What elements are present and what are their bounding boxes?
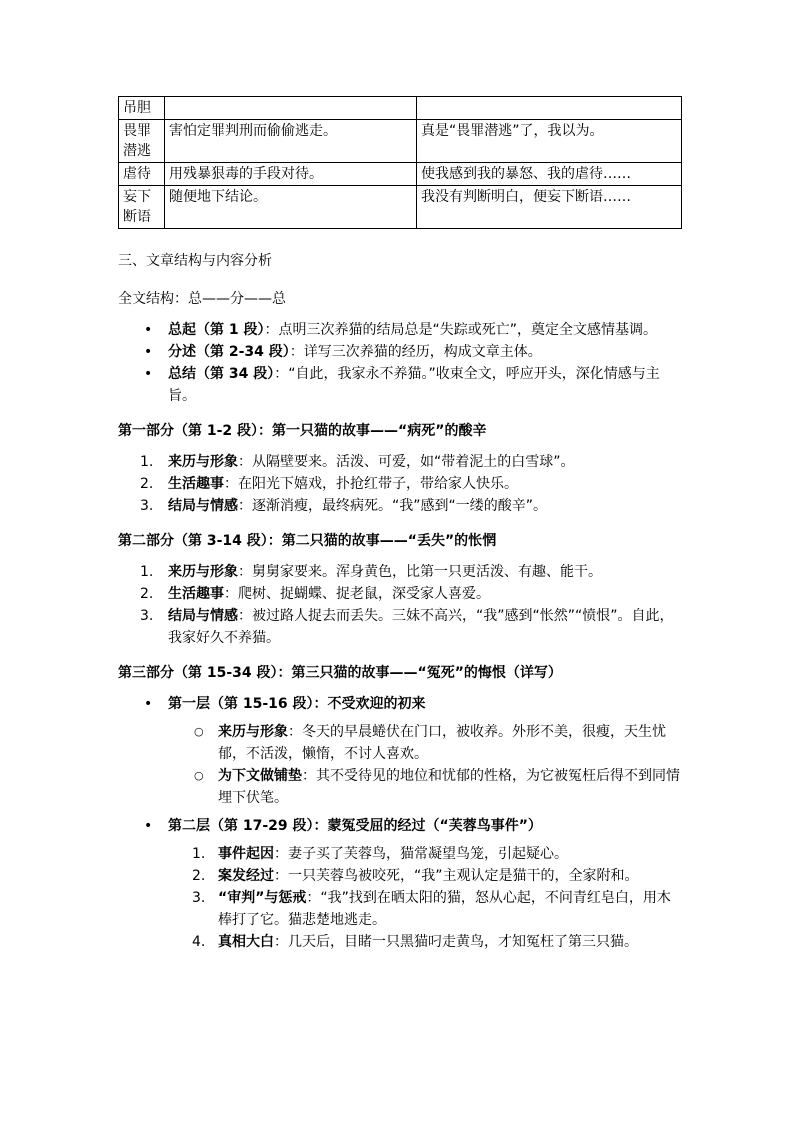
layer-title: 第二层（第 17-29 段）：蒙冤受屈的经过（“芙蓉鸟事件”） (168, 818, 542, 834)
item-text: ：几天后，目睹一只黑猫叼走黄鸟，才知冤枉了第三只猫。 (274, 934, 638, 950)
bullet-icon: • (144, 818, 153, 834)
example-cell: 真是“畏罪潜逃”了，我以为。 (417, 120, 682, 163)
list-item: 3. 结局与情感：逐渐消瘦，最终病死。“我”感到“一缕的酸辛”。 (140, 498, 548, 514)
structure-line: 全文结构：总——分——总 (118, 291, 286, 307)
term-cell: 虐待 (119, 163, 165, 186)
item-heading: 分述（第 2-34 段） (168, 344, 290, 360)
list-item: 4. 真相大白：几天后，目睹一只黑猫叼走黄鸟，才知冤枉了第三只猫。 (192, 934, 638, 950)
item-text: ：爬树、捉蝴蝶、捉老鼠，深受家人喜爱。 (224, 586, 490, 602)
item-heading: 来历与形象 (168, 564, 238, 580)
item-text: ：在阳光下嬉戏，扑抢红带子，带给家人快乐。 (224, 476, 518, 492)
item-heading: 事件起因 (218, 846, 274, 862)
bullet-icon: • (144, 696, 153, 712)
item-heading: 总起（第 1 段） (168, 322, 265, 338)
item-text: ：舅舅家要来。浑身黄色，比第一只更活泼、有趣、能干。 (238, 564, 602, 580)
meaning-cell: 用残暴狠毒的手段对待。 (165, 163, 417, 186)
example-cell: 使我感到我的暴怒、我的虐待…… (417, 163, 682, 186)
meaning-cell (165, 97, 417, 120)
item-text: ：从隔壁要来。活泼、可爱，如“带着泥土的白雪球”。 (238, 454, 575, 470)
item-heading: 案发经过 (218, 868, 274, 884)
list-item (118, 363, 681, 407)
item-heading: 生活趣事 (168, 586, 224, 602)
list-item: 1. 事件起因：妻子买了芙蓉鸟，猫常凝望鸟笼，引起疑心。 (192, 846, 568, 862)
bullet-icon: • (144, 366, 153, 382)
item-text: ：一只芙蓉鸟被咬死，“我”主观认定是猫干的，全家附和。 (274, 868, 639, 884)
part3-list (118, 693, 681, 953)
part3-title: 第三部分（第 15-34 段）：第三只猫的故事——“冤死”的悔恨（详写） (118, 665, 562, 681)
item-heading: 生活趣事 (168, 476, 224, 492)
item-text: ：逐渐消瘦，最终病死。“我”感到“一缕的酸辛”。 (238, 498, 548, 514)
term-cell: 吊胆 (119, 97, 165, 120)
term-cell: 畏罪潜逃 (119, 120, 165, 163)
section-title: 三、文章结构与内容分析 (118, 253, 272, 269)
item-text: ：点明三次养猫的结局总是“失踪或死亡”，奠定全文感情基调。 (264, 322, 658, 338)
vocabulary-table (118, 96, 682, 229)
list-item: 1. 来历与形象：舅舅家要来。浑身黄色，比第一只更活泼、有趣、能干。 (140, 564, 602, 580)
list-item (118, 341, 681, 363)
list-item (118, 319, 681, 341)
item-heading: 真相大白 (218, 934, 274, 950)
item-heading: 为下文做铺垫 (218, 768, 302, 784)
list-item: 2. 案发经过：一只芙蓉鸟被咬死，“我”主观认定是猫干的，全家附和。 (192, 868, 639, 884)
item-heading: “审判”与惩戒 (218, 890, 307, 906)
layer-title: 第一层（第 15-16 段）：不受欢迎的初来 (168, 696, 426, 712)
bullet-icon: • (144, 344, 153, 360)
layer2-list (168, 843, 681, 953)
part1-title: 第一部分（第 1-2 段）：第一只猫的故事——“病死”的酸辛 (118, 423, 487, 439)
example-cell (417, 97, 682, 120)
table-row (119, 97, 682, 120)
meaning-cell: 随便地下结论。 (165, 186, 417, 229)
item-text: ：妻子买了芙蓉鸟，猫常凝望鸟笼，引起疑心。 (274, 846, 568, 862)
table-row (119, 163, 682, 186)
term-cell: 妄下断语 (119, 186, 165, 229)
item-text: ：详写三次养猫的经历，构成文章主体。 (289, 344, 542, 360)
circle-bullet-icon: ○ (194, 769, 204, 782)
list-item: 3. 结局与情感：被过路人捉去而丢失。三妹不高兴，“我”感到“怅然”“愤恨”。自此，我家好久不养猫。 (140, 608, 674, 646)
item-heading: 结局与情感 (168, 498, 238, 514)
layer1-list (168, 721, 681, 809)
list-item: 2. 生活趣事：爬树、捉蝴蝶、捉老鼠，深受家人喜爱。 (140, 586, 490, 602)
table-row (119, 186, 682, 229)
list-item (118, 815, 681, 953)
list-item: 2. 生活趣事：在阳光下嬉戏，扑抢红带子，带给家人快乐。 (140, 476, 518, 492)
list-item: 3. “审判”与惩戒：“我”找到在晒太阳的猫，怒从心起，不问青红皂白，用木棒打了它。猫悲楚地逃走。 (192, 890, 671, 928)
part2-list (118, 561, 681, 649)
table-row (119, 120, 682, 163)
part2-title: 第二部分（第 3-14 段）：第二只猫的故事——“丢失”的怅惘 (118, 533, 497, 549)
item-text: ：冬天的早晨蜷伏在门口，被收养。外形不美，很瘦，天生忧郁，不活泼，懒惰，不讨人喜欢。 (218, 724, 666, 762)
item-text: ：“我”找到在晒太阳的猫，怒从心起，不问青红皂白，用木棒打了它。猫悲楚地逃走。 (218, 890, 671, 928)
document-page (118, 96, 681, 953)
meaning-cell: 害怕定罪判刑而偷偷逃走。 (165, 120, 417, 163)
item-heading: 来历与形象 (168, 454, 238, 470)
item-heading: 总结（第 34 段） (168, 366, 275, 382)
item-heading: 来历与形象 (218, 724, 288, 740)
list-item (118, 693, 681, 809)
circle-bullet-icon: ○ (194, 725, 204, 738)
example-cell: 我没有判断明白，便妄下断语…… (417, 186, 682, 229)
list-item (168, 721, 681, 765)
list-item (168, 765, 681, 809)
item-heading: 结局与情感 (168, 608, 238, 624)
overview-list (118, 319, 681, 407)
item-text: ：其不受待见的地位和忧郁的性格，为它被冤枉后得不到同情埋下伏笔。 (218, 768, 680, 806)
item-text: ：被过路人捉去而丢失。三妹不高兴，“我”感到“怅然”“愤恨”。自此，我家好久不养猫。 (168, 608, 674, 646)
part1-list (118, 451, 681, 517)
bullet-icon: • (144, 322, 153, 338)
item-text: ：“自此，我家永不养猫。”收束全文，呼应开头，深化情感与主旨。 (168, 366, 660, 404)
list-item: 1. 来历与形象：从隔壁要来。活泼、可爱，如“带着泥土的白雪球”。 (140, 454, 575, 470)
